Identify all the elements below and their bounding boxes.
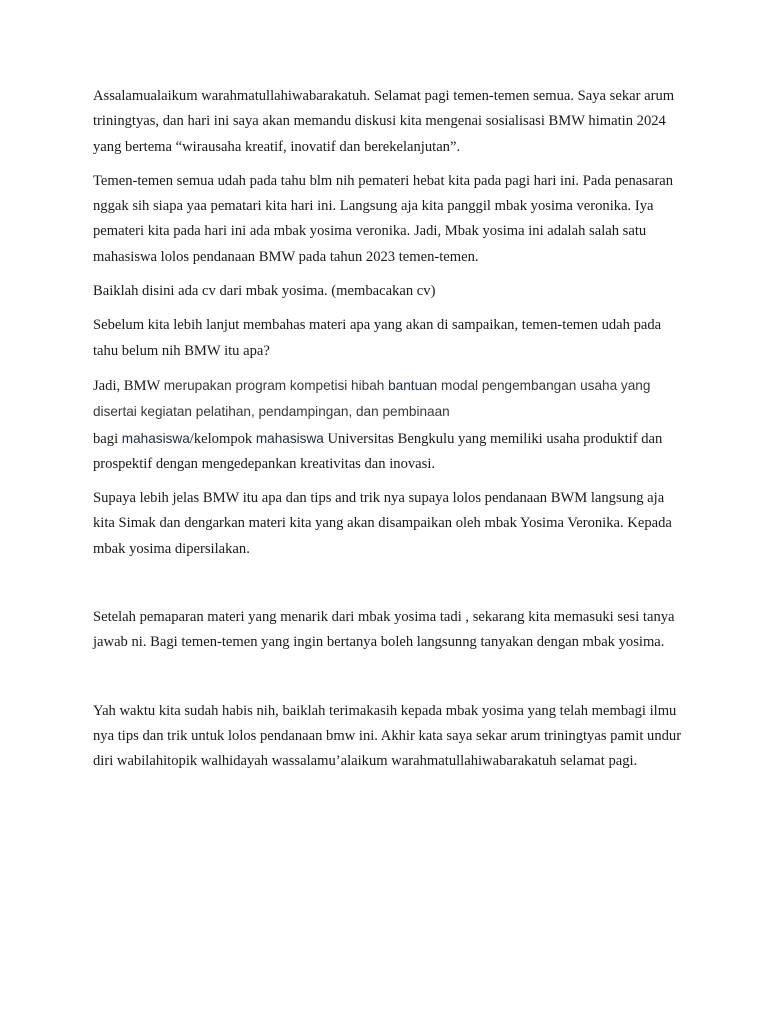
- paragraph-cv: Baiklah disini ada cv dari mbak yosima. (membacakan cv): [93, 283, 436, 300]
- link-mahasiswa-2[interactable]: mahasiswa: [255, 430, 324, 446]
- link-mahasiswa-1[interactable]: mahasiswa: [121, 430, 190, 446]
- definition-text-2: modal pengembangan usaha yang disertai kegiatan pelatihan, pendampingan, dan pembinaan: [93, 377, 651, 420]
- paragraph-closing: Yah waktu kita sudah habis nih, baiklah terimakasih kepada mbak yosima yang telah membagi ilmu nya tips dan trik untuk lolos pendanaan bmw ini. Akhir kata saya sekar arum triningtyas pamit undur diri wabilahitopik walhidayah wassalamu’alaikum warahmatullahiwabarakatuh selamat pagi.: [93, 702, 682, 770]
- definition-lead: Jadi, BMW: [93, 377, 164, 394]
- definition-text: merupakan program kompetisi hibah: [163, 377, 389, 393]
- paragraph-bmw-question: Sebelum kita lebih lanjut membahas materi apa yang akan di sampaikan, temen-temen udah pada tahu belum nih BMW itu apa?: [93, 317, 662, 359]
- paragraph-qna: Setelah pemaparan materi yang menarik dari mbak yosima tadi , sekarang kita memasuki sesi tanya jawab ni. Bagi temen-temen yang ingin bertanya boleh langsunng tanyakan dengan mbak yosima.: [93, 609, 675, 651]
- definition-tail: Universitas Bengkulu yang memiliki usaha produktif dan prospektif dengan mengedepankan kreativitas dan inovasi.: [93, 430, 663, 472]
- paragraph-speaker-intro: Temen-temen semua udah pada tahu blm nih pemateri hebat kita pada pagi hari ini. Pada penasaran nggak sih siapa yaa pematari kita hari ini. Langsung aja kita panggil mbak yosima veronika. Iya pemateri kita pada hari ini ada mbak yosima veronika. Jadi, Mbak yosima ini adalah salah satu mahasiswa lolos pendanaan BMW pada tahun 2023 temen-temen.: [93, 172, 674, 265]
- link-bantuan[interactable]: bantuan: [388, 377, 438, 393]
- paragraph-materi: Supaya lebih jelas BMW itu apa dan tips and trik nya supaya lolos pendanaan BWM langsung aja kita Simak dan dengarkan materi kita yang akan disampaikan oleh mbak Yosima Veronika. Kepada mbak yosima dipersilakan.: [93, 490, 672, 557]
- definition-bagi: bagi: [93, 430, 122, 447]
- definition-kelompok: /kelompok: [189, 430, 256, 447]
- document-page: [93, 84, 683, 784]
- paragraph-bmw-definition: [93, 373, 683, 477]
- paragraph-opening: Assalamualaikum warahmatullahiwabarakatuh. Selamat pagi temen-temen semua. Saya sekar arum triningtyas, dan hari ini saya akan memandu diskusi kita mengenai sosialisasi BMW himatin 2024 yang bertema “wirausaha kreatif, inovatif dan berekelanjutan”.: [93, 88, 675, 155]
